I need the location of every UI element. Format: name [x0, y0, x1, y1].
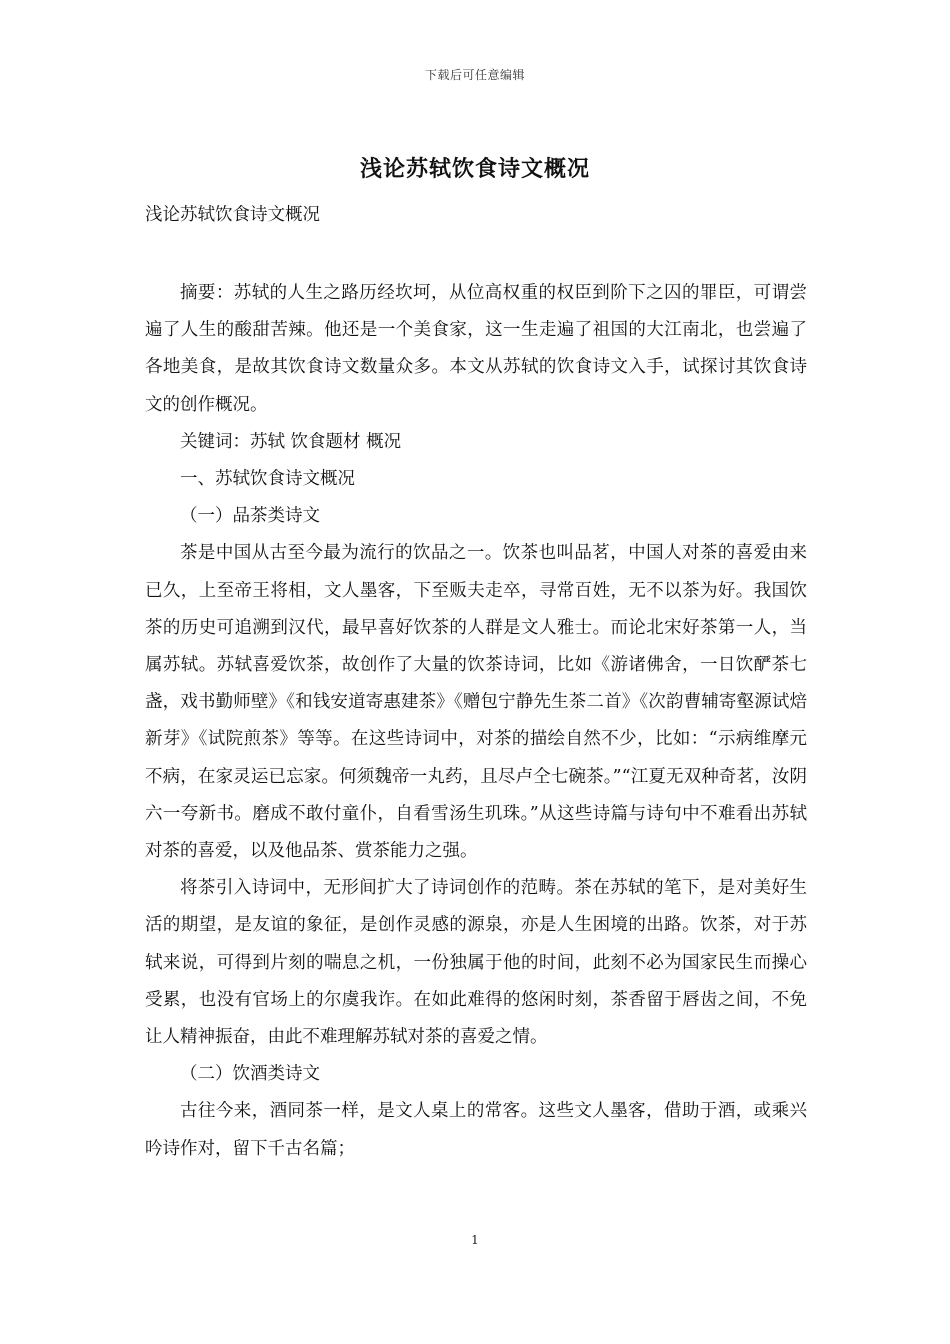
subsection-heading: （一）品茶类诗文	[180, 506, 320, 527]
keywords-paragraph: 关键词：苏轼 饮食题材 概况	[180, 431, 402, 452]
page-header: 下载后可任意编辑	[424, 68, 525, 82]
document-subtitle: 浅论苏轼饮食诗文概况	[145, 205, 320, 225]
body-paragraph: 古往今来，酒同茶一样，是文人桌上的常客。这些文人墨客，借助于酒，或乘兴吟诗作对，留下千古名篇；	[145, 1101, 807, 1159]
abstract-paragraph: 摘要：苏轼的人生之路历经坎坷，从位高权重的权臣到阶下之囚的罪臣，可谓尝遍了人生的酸甜苦辣。他还是一个美食家，这一生走遍了祖国的大江南北，也尝遍了各地美食，是故其饮食诗文数量众多。本文从苏轼的饮食诗文入手，试探讨其饮食诗文的创作概况。	[145, 283, 807, 415]
body-paragraph: 茶是中国从古至今最为流行的饮品之一。饮茶也叫品茗，中国人对茶的喜爱由来已久，上至帝王将相，文人墨客，下至贩夫走卒，寻常百姓，无不以茶为好。我国饮茶的历史可追溯到汉代，最早喜好饮茶的人群是文人雅士。而论北宋好茶第一人，当属苏轼。苏轼喜爱饮茶，故创作了大量的饮茶诗词，比如《游诸佛舍，一日饮酽茶七盏，戏书勤师壁》《和钱安道寄惠建茶》《赠包宁静先生茶二首》《次韵曹辅寄壑源试焙新芽》《试院煎茶》等等。在这些诗词中，对茶的描绘自然不少，比如：“示病维摩元不病，在家灵运已忘家。何须魏帝一丸药，且尽卢仝七碗茶。”“江夏无双种奇茗，汝阴六一夸新书。磨成不敢付童仆，自看雪汤生玑珠。”从这些诗篇与诗句中不难看出苏轼对茶的喜爱，以及他品茶、赏茶能力之强。	[145, 543, 807, 862]
body-paragraph: 将茶引入诗词中，无形间扩大了诗词创作的范畴。茶在苏轼的笔下，是对美好生活的期望，是友谊的象征，是创作灵感的源泉，亦是人生困境的出路。饮茶，对于苏轼来说，可得到片刻的喘息之机，一份独属于他的时间，此刻不必为国家民生而操心受累，也没有官场上的尔虞我诈。在如此难得的悠闲时刻，茶香留于唇齿之间，不免让人精神振奋，由此不难理解苏轼对茶的喜爱之情。	[145, 878, 807, 1048]
section-heading: 一、苏轼饮食诗文概况	[180, 469, 355, 490]
page-number: 1	[471, 1233, 479, 1247]
document-body	[145, 275, 807, 1168]
subsection-heading: （二）饮酒类诗文	[180, 1064, 320, 1085]
document-title: 浅论苏轼饮食诗文概况	[359, 156, 590, 182]
